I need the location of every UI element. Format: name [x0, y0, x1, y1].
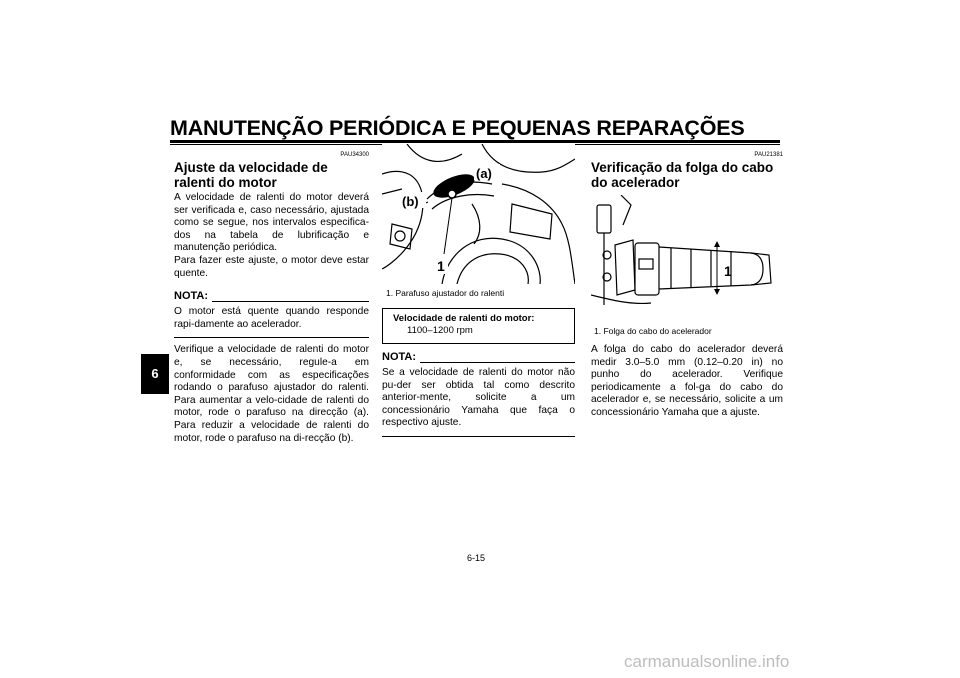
header-rule [170, 140, 780, 143]
section-title: Verificação da folga do cabo do acelerador [591, 160, 774, 190]
note-label: NOTA: [382, 351, 417, 363]
note-label: NOTA: [174, 290, 209, 303]
spec-title: Velocidade de ralenti do motor: [393, 313, 535, 324]
chapter-tab: 6 [141, 354, 169, 394]
body-paragraph: Para fazer este ajuste, o motor deve estar quente. [174, 254, 369, 279]
note-end-rule [174, 337, 369, 338]
engine-illustration [382, 144, 575, 284]
note-text: Se a velocidade de ralenti do motor não pu-der ser obtida tal como descrito anterior-mente, solicite a um concessionário Yamaha que faça o respectivo ajuste. [382, 367, 575, 429]
handlebar-illustration [591, 195, 783, 320]
body-paragraph: Verifique a velocidade de ralenti do motor e, se necessário, regule-a em conformidade com as especificações rodando o parafuso ajustador do ralenti. Para aumentar a velo-cidade de ralenti do motor, rode o parafuso na direcção (a). Para reduzir a velocidade de ralenti do motor, rode o parafuso na di-recção (b). [174, 344, 369, 444]
label-1: 1 [437, 258, 445, 274]
note-heading [382, 351, 575, 363]
note-text: O motor está quente quando responde rapi-damente ao acelerador. [174, 306, 369, 330]
spec-value: 1100–1200 rpm [407, 325, 473, 336]
label-a: (a) [476, 166, 492, 181]
column-throttle [591, 152, 783, 190]
body-paragraph: A velocidade de ralenti do motor deverá ser verificada e, caso necessário, ajustada como se segue, nos intervalos especifica-dos na tabela de lubrificação e manutenção periódica. [174, 192, 369, 254]
figure-caption: 1. Folga do cabo do acelerador [594, 326, 712, 336]
note-end-rule [382, 436, 575, 437]
section-code: PAU34300 [340, 152, 369, 158]
section-code: PAU21381 [754, 152, 783, 158]
figure-caption: 1. Parafuso ajustador do ralenti [386, 288, 505, 298]
footer-watermark: carmanualsonline.info [624, 652, 790, 671]
label-1: 1 [724, 263, 732, 279]
page-title: MANUTENÇÃO PERIÓDICA E PEQUENAS REPARAÇÕES [170, 116, 745, 140]
section-title: Ajuste da velocidade de ralenti do motor [174, 160, 328, 190]
spec-box [382, 308, 575, 344]
column-idle-speed [174, 152, 369, 445]
idle-screw-illustration [382, 144, 575, 284]
page-number: 6-15 [467, 553, 486, 563]
throttle-illustration [591, 195, 783, 320]
column-idle-note [382, 351, 575, 437]
label-b: (b) [402, 194, 419, 209]
note-heading [174, 290, 369, 302]
body-paragraph: A folga do cabo do acelerador deverá medir 3.0–5.0 mm (0.12–0.20 in) no punho do acelerador. Verifique periodicamente a fol-ga do cabo do acelerador e, se necessário, solicite a um concessionário Yamaha que a ajuste. [591, 344, 783, 418]
